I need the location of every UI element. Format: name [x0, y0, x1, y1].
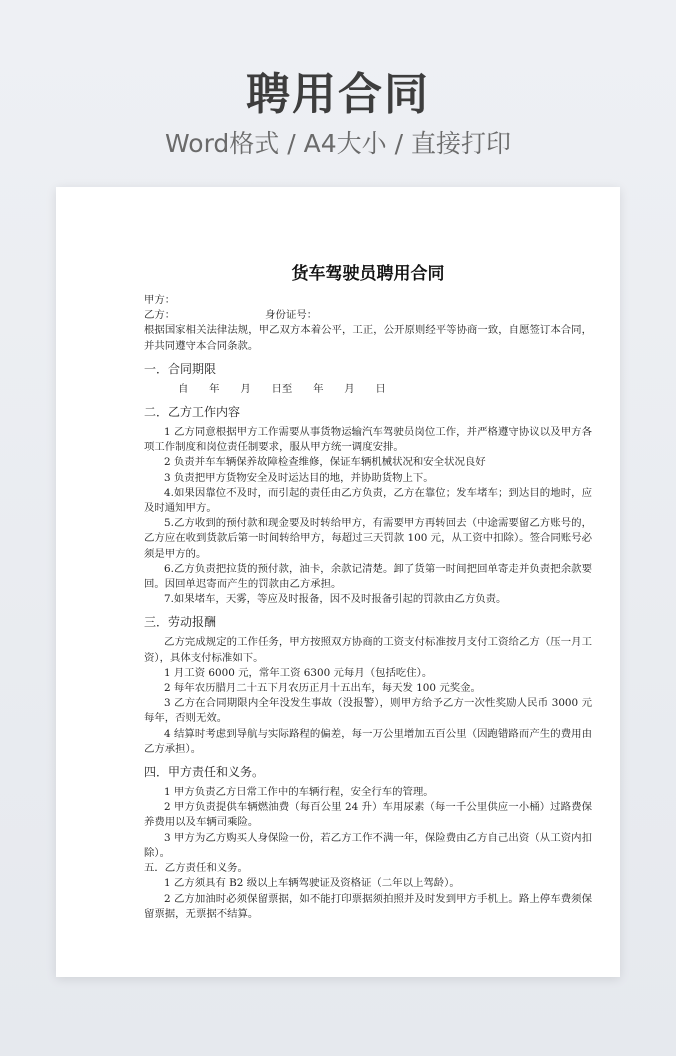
- party-b-line: [144, 308, 592, 323]
- contract-period-dates: 自 年 月 日至 年 月 日: [178, 382, 386, 395]
- section-2-item: 6.乙方负责把拉货的预付款，油卡，余款记清楚。卸了货第一时间把回单寄走并负责把余款要回。因回单迟寄而产生的罚款由乙方承担。: [144, 562, 592, 591]
- preamble: 根据国家相关法律法规，甲乙双方本着公平，工正，公开原则经平等协商一致，自愿签订本合同，并共同遵守本合同条款。: [144, 324, 592, 352]
- section-3-intro: 乙方完成规定的工作任务，甲方按照双方协商的工资支付标准按月支付工资给乙方（压一月工资），具体支付标准如下。: [144, 636, 592, 664]
- document-title: 货车驾驶员聘用合同: [291, 264, 445, 284]
- page-subtitle: Word格式 / A4大小 / 直接打印: [165, 129, 511, 158]
- section-2-item: 5.乙方收到的预付款和现金要及时转给甲方，有需要甲方再转回去（中途需要留乙方账号的，乙方应在收到货款后第一时间转给甲方，每超过三天罚款 100 元，从工资中扣除）。签合同账号必须是甲方的。: [144, 517, 592, 560]
- section-5-item: 2 乙方加油时必须保留票据，如不能打印票据须拍照并及时发到甲方手机上。路上停车费须保留票据，无票据不结算。: [144, 892, 592, 920]
- page-header: [0, 0, 676, 160]
- party-a-line: 甲方：: [144, 294, 176, 306]
- section-3-item: 4 结算时考虑到导航与实际路程的偏差，每一万公里增加五百公里（因跑错路而产生的费用由乙方承担）。: [144, 727, 592, 755]
- section-5-item: 1 乙方须具有 B2 级以上车辆驾驶证及资格证（二年以上驾龄）。: [164, 877, 460, 890]
- section-1-title: 一．合同期限: [144, 361, 217, 376]
- section-2-item: 3 负责把甲方货物安全及时运达目的地，并协助货物上下。: [164, 471, 434, 484]
- section-2-item: 2 负责并车车辆保养故障检查维修，保证车辆机械状况和安全状况良好: [164, 456, 486, 469]
- section-3-item: 3 乙方在合同期限内全年没发生事故（没报警），则甲方给予乙方一次性奖励人民币 3000 元每年，否则无效。: [144, 697, 592, 725]
- section-4-item: 2 甲方负责提供车辆燃油费（每百公里 24 升）车用尿素（每一千公里供应一小桶）过路费保养费用以及车辆司乘险。: [144, 801, 592, 829]
- section-2-item: 7.如果堵车，天雾，等应及时报备，因不及时报备引起的罚款由乙方负责。: [164, 593, 507, 606]
- section-4-item: 1 甲方负责乙方日常工作中的车辆行程，安全行车的管理。: [164, 786, 434, 799]
- section-5-title: 五．乙方责任和义务。: [144, 862, 248, 875]
- document-page: [56, 187, 620, 977]
- section-4-item: 3 甲方为乙方购买人身保险一份，若乙方工作不满一年，保险费由乙方自己出资（从工资内扣除）。: [144, 831, 592, 859]
- page-title: 聘用合同: [246, 69, 430, 120]
- section-4-title: 四．甲方责任和义务。: [144, 765, 265, 780]
- section-2-item: 1 乙方同意根据甲方工作需要从事货物运输汽车驾驶员岗位工作，并严格遵守协议以及甲方各项工作制度和岗位责任制要求，服从甲方统一调度安排。: [144, 426, 592, 454]
- section-2-title: 二．乙方工作内容: [144, 405, 241, 420]
- section-3-item: 1 月工资 6000 元，常年工资 6300 元每月（包括吃住）。: [164, 666, 433, 679]
- document-content: [144, 187, 592, 922]
- id-number-label: 身份证号：: [265, 309, 318, 322]
- section-3-item: 2 每年农历腊月二十五下月农历正月十五出车，每天发 100 元奖金。: [164, 682, 481, 695]
- section-2-item: 4.如果因靠位不及时，而引起的责任由乙方负责，乙方在靠位；发车堵车；到达目的地时，应及时通知甲方。: [144, 486, 592, 515]
- party-b-label: 乙方：: [144, 309, 176, 322]
- section-3-title: 三．劳动报酬: [144, 615, 217, 630]
